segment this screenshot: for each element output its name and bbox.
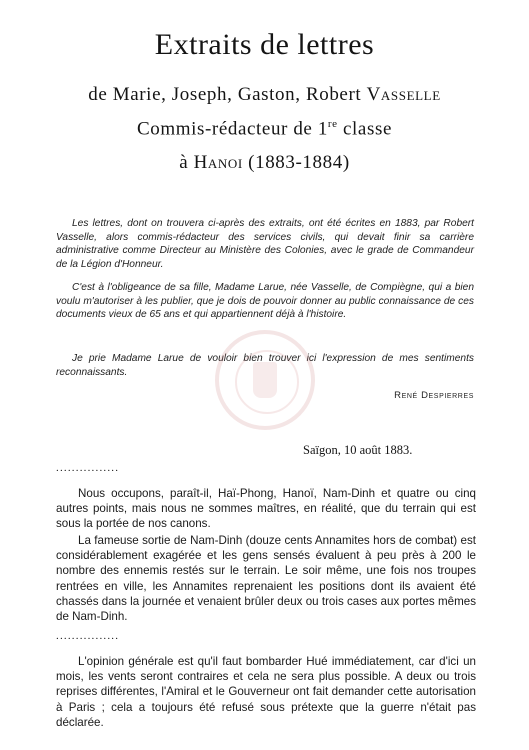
letter-dateline: Saïgon, 10 août 1883. xyxy=(303,443,413,457)
letter-text-3: L'opinion générale est qu'il faut bombarder Hué immédiatement, car d'ici un mois, les vents seront contraires et cela ne sera plus possible. A deux ou trois reprises différentes, l'Amiral et le Gouverneur ont fait demander cette autorisation à Paris ; cela a toujours été refusé sous prétexte que la guerre n'était pas déclarée. xyxy=(56,655,476,729)
rank-superscript: re xyxy=(327,118,338,130)
author-line xyxy=(0,84,529,106)
ellipsis-separator-1: ................ xyxy=(56,462,120,474)
letter-paragraph-1 xyxy=(56,486,476,532)
intro-paragraph-1 xyxy=(56,217,474,271)
editor-signature: René Despierres xyxy=(394,390,474,401)
letter-text-2: La fameuse sortie de Nam-Dinh (douze cents Annamites hors de combat) est considérablement exagérée et les gens sensés évaluent à peu près à 200 le nombre des ennemis restés sur le terrain. Le soir même, une fois nos troupes rentrées en ville, les Annamites reprenaient les positions dont ils avaient été chassés dans la journée et venaient brûler deux ou trois cases aux portes mêmes de Nam-Dinh. xyxy=(56,534,476,624)
intro-text-1: Les lettres, dont on trouvera ci-après des extraits, ont été écrites en 1883, par Robert Vasselle, alors commis-rédacteur des services civils, qui devait finir sa carrière administrative comme Directeur au Ministère des Colonies, avec le grade de Commandeur de la Légion d'Honneur. xyxy=(56,218,474,270)
place-prefix: à xyxy=(179,152,194,173)
letter-paragraph-2 xyxy=(56,533,476,624)
library-stamp-icon xyxy=(215,330,315,430)
intro-paragraph-2 xyxy=(56,281,474,322)
rank-class: classe xyxy=(337,118,392,140)
stamp-emblem xyxy=(253,362,277,398)
place-dates: (1883-1884) xyxy=(242,152,350,173)
ellipsis-separator-2: ................ xyxy=(56,630,120,642)
intro-text-3: Je prie Madame Larue de vouloir bien trouver ici l'expression de mes sentiments reconnaissants. xyxy=(56,353,474,378)
rank-text: Commis-rédacteur de 1 xyxy=(136,118,328,140)
author-surname: Vasselle xyxy=(366,84,441,105)
intro-text-2: C'est à l'obligeance de sa fille, Madame Larue, née Vasselle, de Compiègne, qui a bien voulu m'autoriser à les publier, que je dois de pouvoir donner au public connaissance de ces documents vieux de 65 ans et qui appartiennent déjà à l'histoire. xyxy=(56,282,474,321)
place-city: Hanoi xyxy=(193,152,243,173)
place-date-line xyxy=(0,152,529,174)
author-names: de Marie, Joseph, Gaston, Robert xyxy=(88,84,367,105)
page-title: Extraits de lettres xyxy=(154,28,375,61)
author-rank-line xyxy=(0,118,529,140)
letter-paragraph-3 xyxy=(56,654,476,730)
letter-text-1: Nous occupons, paraît-il, Haï-Phong, Hanoï, Nam-Dinh et quatre ou cinq autres points, mais nous ne sommes maîtres, en réalité, que du terrain qui est sous la portée de nos canons. xyxy=(56,487,476,531)
